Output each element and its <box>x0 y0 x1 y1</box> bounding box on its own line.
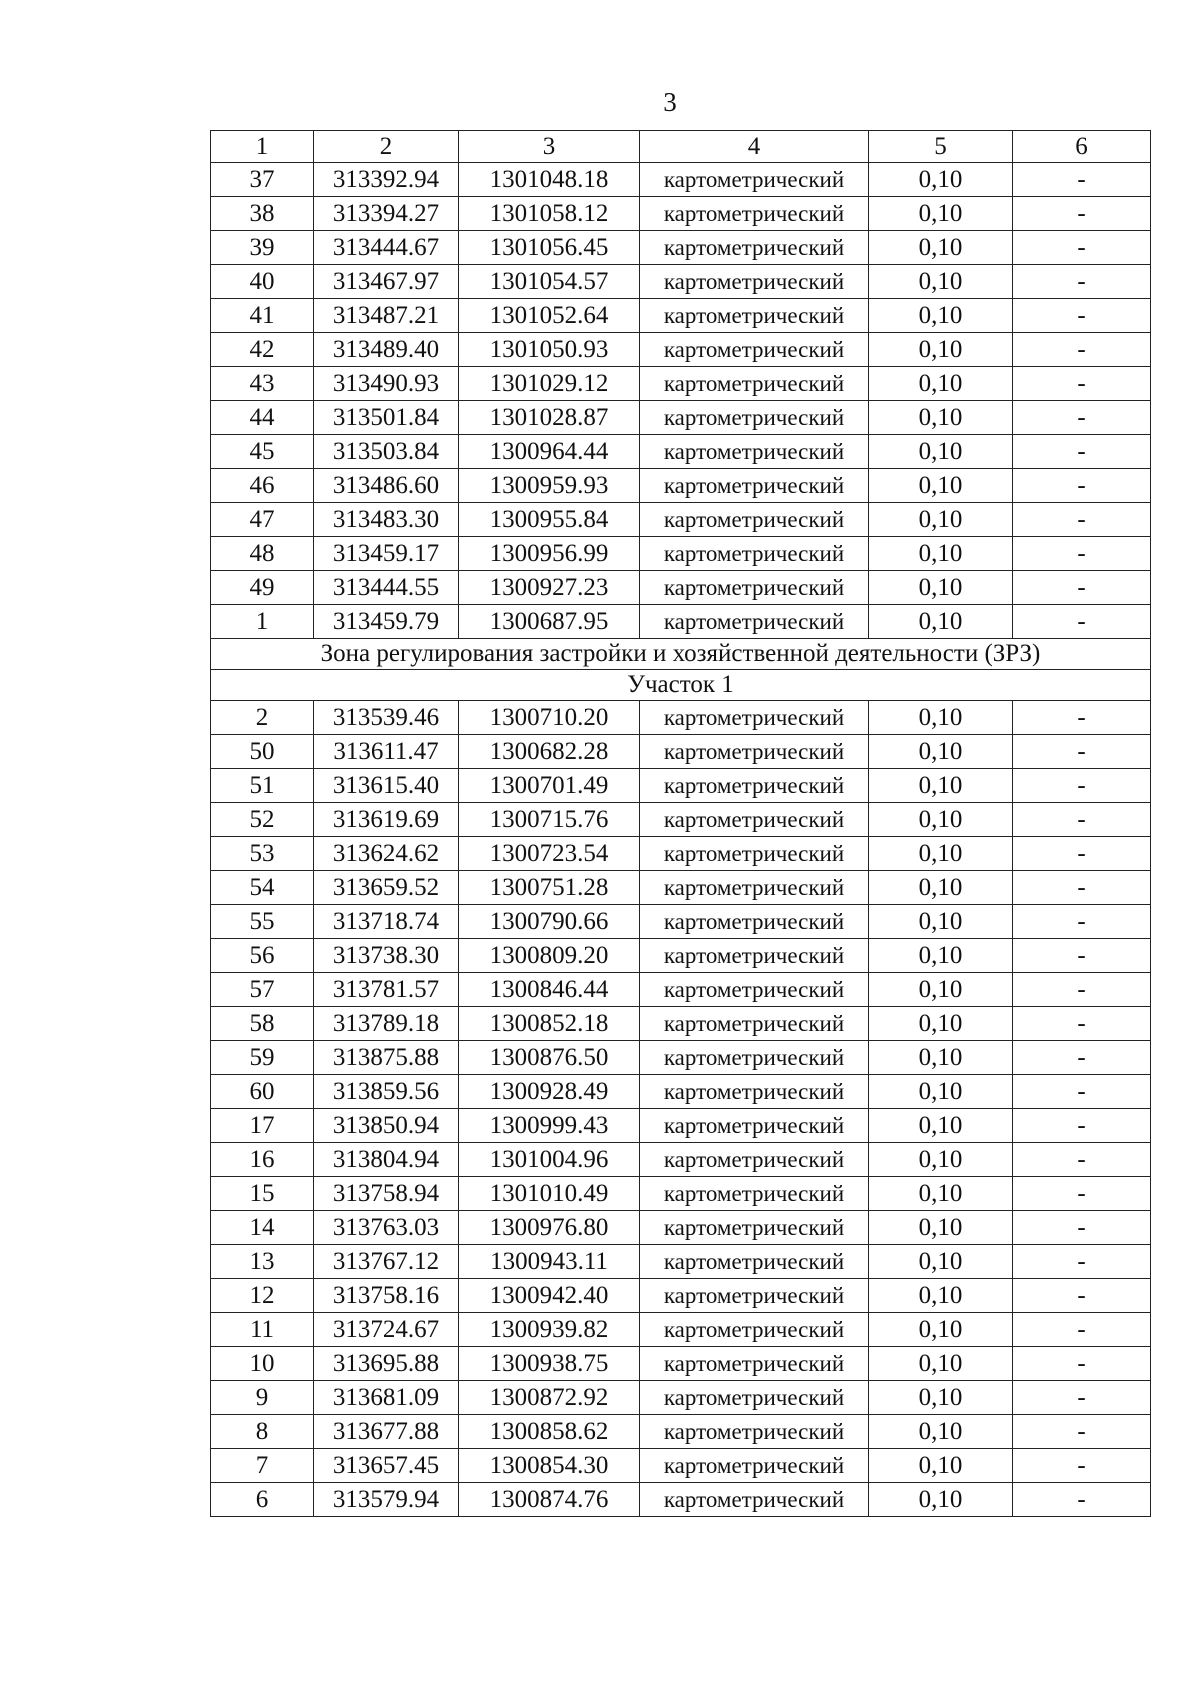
description-cell: - <box>1013 299 1151 333</box>
y-coordinate-cell: 1301050.93 <box>459 333 640 367</box>
description-cell: - <box>1013 469 1151 503</box>
table-row <box>211 1381 1151 1415</box>
x-coordinate-cell: 313781.57 <box>314 973 459 1007</box>
header-cell: 2 <box>314 131 459 163</box>
method-cell: картометрический <box>640 197 869 231</box>
point-number-cell: 15 <box>211 1177 314 1211</box>
accuracy-cell: 0,10 <box>869 1279 1013 1313</box>
x-coordinate-cell: 313459.17 <box>314 537 459 571</box>
table-row <box>211 1177 1151 1211</box>
table-row <box>211 605 1151 639</box>
x-coordinate-cell: 313487.21 <box>314 299 459 333</box>
y-coordinate-cell: 1301029.12 <box>459 367 640 401</box>
y-coordinate-cell: 1301028.87 <box>459 401 640 435</box>
x-coordinate-cell: 313624.62 <box>314 837 459 871</box>
x-coordinate-cell: 313677.88 <box>314 1415 459 1449</box>
y-coordinate-cell: 1300854.30 <box>459 1449 640 1483</box>
point-number-cell: 45 <box>211 435 314 469</box>
description-cell: - <box>1013 701 1151 735</box>
table-row <box>211 1041 1151 1075</box>
description-cell: - <box>1013 871 1151 905</box>
y-coordinate-cell: 1300809.20 <box>459 939 640 973</box>
accuracy-cell: 0,10 <box>869 503 1013 537</box>
point-number-cell: 41 <box>211 299 314 333</box>
y-coordinate-cell: 1300872.92 <box>459 1381 640 1415</box>
method-cell: картометрический <box>640 1415 869 1449</box>
x-coordinate-cell: 313615.40 <box>314 769 459 803</box>
method-cell: картометрический <box>640 503 869 537</box>
description-cell: - <box>1013 435 1151 469</box>
description-cell: - <box>1013 1177 1151 1211</box>
method-cell: картометрический <box>640 1143 869 1177</box>
method-cell: картометрический <box>640 939 869 973</box>
table-row <box>211 1347 1151 1381</box>
point-number-cell: 50 <box>211 735 314 769</box>
accuracy-cell: 0,10 <box>869 973 1013 1007</box>
point-number-cell: 57 <box>211 973 314 1007</box>
x-coordinate-cell: 313738.30 <box>314 939 459 973</box>
accuracy-cell: 0,10 <box>869 1245 1013 1279</box>
method-cell: картометрический <box>640 1313 869 1347</box>
x-coordinate-cell: 313611.47 <box>314 735 459 769</box>
y-coordinate-cell: 1300723.54 <box>459 837 640 871</box>
point-number-cell: 14 <box>211 1211 314 1245</box>
accuracy-cell: 0,10 <box>869 735 1013 769</box>
table-row <box>211 435 1151 469</box>
x-coordinate-cell: 313459.79 <box>314 605 459 639</box>
x-coordinate-cell: 313767.12 <box>314 1245 459 1279</box>
accuracy-cell: 0,10 <box>869 1041 1013 1075</box>
accuracy-cell: 0,10 <box>869 871 1013 905</box>
x-coordinate-cell: 313763.03 <box>314 1211 459 1245</box>
x-coordinate-cell: 313501.84 <box>314 401 459 435</box>
point-number-cell: 42 <box>211 333 314 367</box>
table-row <box>211 973 1151 1007</box>
x-coordinate-cell: 313444.55 <box>314 571 459 605</box>
description-cell: - <box>1013 1347 1151 1381</box>
point-number-cell: 52 <box>211 803 314 837</box>
point-number-cell: 54 <box>211 871 314 905</box>
y-coordinate-cell: 1300876.50 <box>459 1041 640 1075</box>
method-cell: картометрический <box>640 1109 869 1143</box>
point-number-cell: 37 <box>211 163 314 197</box>
y-coordinate-cell: 1300939.82 <box>459 1313 640 1347</box>
table-row <box>211 401 1151 435</box>
y-coordinate-cell: 1300927.23 <box>459 571 640 605</box>
accuracy-cell: 0,10 <box>869 605 1013 639</box>
method-cell: картометрический <box>640 1279 869 1313</box>
table-row <box>211 1279 1151 1313</box>
x-coordinate-cell: 313804.94 <box>314 1143 459 1177</box>
table-row <box>211 939 1151 973</box>
x-coordinate-cell: 313789.18 <box>314 1007 459 1041</box>
description-cell: - <box>1013 1109 1151 1143</box>
method-cell: картометрический <box>640 299 869 333</box>
table-row <box>211 1075 1151 1109</box>
accuracy-cell: 0,10 <box>869 1143 1013 1177</box>
accuracy-cell: 0,10 <box>869 1483 1013 1517</box>
description-cell: - <box>1013 939 1151 973</box>
accuracy-cell: 0,10 <box>869 537 1013 571</box>
x-coordinate-cell: 313875.88 <box>314 1041 459 1075</box>
y-coordinate-cell: 1300852.18 <box>459 1007 640 1041</box>
coordinates-table-body <box>211 131 1151 1517</box>
method-cell: картометрический <box>640 735 869 769</box>
table-row <box>211 1143 1151 1177</box>
method-cell: картометрический <box>640 973 869 1007</box>
method-cell: картометрический <box>640 571 869 605</box>
accuracy-cell: 0,10 <box>869 435 1013 469</box>
point-number-cell: 60 <box>211 1075 314 1109</box>
method-cell: картометрический <box>640 1211 869 1245</box>
accuracy-cell: 0,10 <box>869 299 1013 333</box>
accuracy-cell: 0,10 <box>869 1449 1013 1483</box>
description-cell: - <box>1013 973 1151 1007</box>
x-coordinate-cell: 313724.67 <box>314 1313 459 1347</box>
description-cell: - <box>1013 735 1151 769</box>
point-number-cell: 12 <box>211 1279 314 1313</box>
table-row <box>211 1007 1151 1041</box>
description-cell: - <box>1013 1449 1151 1483</box>
x-coordinate-cell: 313619.69 <box>314 803 459 837</box>
point-number-cell: 9 <box>211 1381 314 1415</box>
table-row <box>211 469 1151 503</box>
plot-title-row <box>211 670 1151 701</box>
method-cell: картометрический <box>640 837 869 871</box>
description-cell: - <box>1013 1041 1151 1075</box>
point-number-cell: 8 <box>211 1415 314 1449</box>
table-row <box>211 367 1151 401</box>
accuracy-cell: 0,10 <box>869 1211 1013 1245</box>
description-cell: - <box>1013 1211 1151 1245</box>
point-number-cell: 10 <box>211 1347 314 1381</box>
table-row <box>211 735 1151 769</box>
point-number-cell: 55 <box>211 905 314 939</box>
method-cell: картометрический <box>640 803 869 837</box>
x-coordinate-cell: 313579.94 <box>314 1483 459 1517</box>
plot-title: Участок 1 <box>211 670 1151 701</box>
method-cell: картометрический <box>640 1177 869 1211</box>
y-coordinate-cell: 1300999.43 <box>459 1109 640 1143</box>
point-number-cell: 11 <box>211 1313 314 1347</box>
x-coordinate-cell: 313467.97 <box>314 265 459 299</box>
method-cell: картометрический <box>640 1041 869 1075</box>
point-number-cell: 13 <box>211 1245 314 1279</box>
description-cell: - <box>1013 1245 1151 1279</box>
point-number-cell: 43 <box>211 367 314 401</box>
y-coordinate-cell: 1301052.64 <box>459 299 640 333</box>
point-number-cell: 51 <box>211 769 314 803</box>
table-row <box>211 537 1151 571</box>
x-coordinate-cell: 313657.45 <box>314 1449 459 1483</box>
point-number-cell: 16 <box>211 1143 314 1177</box>
y-coordinate-cell: 1301004.96 <box>459 1143 640 1177</box>
y-coordinate-cell: 1300942.40 <box>459 1279 640 1313</box>
y-coordinate-cell: 1300687.95 <box>459 605 640 639</box>
table-row <box>211 905 1151 939</box>
accuracy-cell: 0,10 <box>869 939 1013 973</box>
description-cell: - <box>1013 1075 1151 1109</box>
x-coordinate-cell: 313486.60 <box>314 469 459 503</box>
accuracy-cell: 0,10 <box>869 1075 1013 1109</box>
description-cell: - <box>1013 1007 1151 1041</box>
accuracy-cell: 0,10 <box>869 905 1013 939</box>
description-cell: - <box>1013 571 1151 605</box>
table-row <box>211 197 1151 231</box>
accuracy-cell: 0,10 <box>869 401 1013 435</box>
method-cell: картометрический <box>640 537 869 571</box>
description-cell: - <box>1013 1415 1151 1449</box>
point-number-cell: 17 <box>211 1109 314 1143</box>
point-number-cell: 38 <box>211 197 314 231</box>
description-cell: - <box>1013 1143 1151 1177</box>
point-number-cell: 40 <box>211 265 314 299</box>
description-cell: - <box>1013 905 1151 939</box>
table-row <box>211 163 1151 197</box>
coordinates-table <box>210 130 1151 1517</box>
method-cell: картометрический <box>640 905 869 939</box>
x-coordinate-cell: 313659.52 <box>314 871 459 905</box>
x-coordinate-cell: 313503.84 <box>314 435 459 469</box>
point-number-cell: 59 <box>211 1041 314 1075</box>
table-row <box>211 871 1151 905</box>
page-number: 3 <box>663 87 677 117</box>
x-coordinate-cell: 313490.93 <box>314 367 459 401</box>
accuracy-cell: 0,10 <box>869 1347 1013 1381</box>
accuracy-cell: 0,10 <box>869 1313 1013 1347</box>
x-coordinate-cell: 313489.40 <box>314 333 459 367</box>
table-row <box>211 837 1151 871</box>
table-row <box>211 503 1151 537</box>
method-cell: картометрический <box>640 333 869 367</box>
method-cell: картометрический <box>640 265 869 299</box>
y-coordinate-cell: 1300943.11 <box>459 1245 640 1279</box>
description-cell: - <box>1013 265 1151 299</box>
point-number-cell: 53 <box>211 837 314 871</box>
table-row <box>211 265 1151 299</box>
x-coordinate-cell: 313681.09 <box>314 1381 459 1415</box>
accuracy-cell: 0,10 <box>869 837 1013 871</box>
method-cell: картометрический <box>640 1483 869 1517</box>
y-coordinate-cell: 1300710.20 <box>459 701 640 735</box>
header-cell: 6 <box>1013 131 1151 163</box>
method-cell: картометрический <box>640 367 869 401</box>
accuracy-cell: 0,10 <box>869 1109 1013 1143</box>
description-cell: - <box>1013 1279 1151 1313</box>
x-coordinate-cell: 313758.16 <box>314 1279 459 1313</box>
y-coordinate-cell: 1300682.28 <box>459 735 640 769</box>
x-coordinate-cell: 313394.27 <box>314 197 459 231</box>
table-row <box>211 1483 1151 1517</box>
description-cell: - <box>1013 197 1151 231</box>
y-coordinate-cell: 1300928.49 <box>459 1075 640 1109</box>
accuracy-cell: 0,10 <box>869 1381 1013 1415</box>
x-coordinate-cell: 313859.56 <box>314 1075 459 1109</box>
y-coordinate-cell: 1300955.84 <box>459 503 640 537</box>
accuracy-cell: 0,10 <box>869 1177 1013 1211</box>
y-coordinate-cell: 1300959.93 <box>459 469 640 503</box>
y-coordinate-cell: 1300701.49 <box>459 769 640 803</box>
accuracy-cell: 0,10 <box>869 367 1013 401</box>
table-row <box>211 333 1151 367</box>
table-row <box>211 1313 1151 1347</box>
method-cell: картометрический <box>640 1381 869 1415</box>
y-coordinate-cell: 1300846.44 <box>459 973 640 1007</box>
method-cell: картометрический <box>640 1075 869 1109</box>
x-coordinate-cell: 313758.94 <box>314 1177 459 1211</box>
x-coordinate-cell: 313695.88 <box>314 1347 459 1381</box>
header-cell: 1 <box>211 131 314 163</box>
y-coordinate-cell: 1300874.76 <box>459 1483 640 1517</box>
y-coordinate-cell: 1300938.75 <box>459 1347 640 1381</box>
point-number-cell: 48 <box>211 537 314 571</box>
accuracy-cell: 0,10 <box>869 571 1013 605</box>
description-cell: - <box>1013 1483 1151 1517</box>
header-cell: 3 <box>459 131 640 163</box>
method-cell: картометрический <box>640 401 869 435</box>
y-coordinate-cell: 1300858.62 <box>459 1415 640 1449</box>
x-coordinate-cell: 313392.94 <box>314 163 459 197</box>
point-number-cell: 58 <box>211 1007 314 1041</box>
point-number-cell: 56 <box>211 939 314 973</box>
header-cell: 5 <box>869 131 1013 163</box>
method-cell: картометрический <box>640 1449 869 1483</box>
y-coordinate-cell: 1300751.28 <box>459 871 640 905</box>
method-cell: картометрический <box>640 871 869 905</box>
method-cell: картометрический <box>640 435 869 469</box>
accuracy-cell: 0,10 <box>869 701 1013 735</box>
table-row <box>211 1449 1151 1483</box>
y-coordinate-cell: 1301054.57 <box>459 265 640 299</box>
y-coordinate-cell: 1300956.99 <box>459 537 640 571</box>
zone-title-row <box>211 639 1151 670</box>
y-coordinate-cell: 1300964.44 <box>459 435 640 469</box>
y-coordinate-cell: 1301048.18 <box>459 163 640 197</box>
table-row <box>211 299 1151 333</box>
x-coordinate-cell: 313718.74 <box>314 905 459 939</box>
method-cell: картометрический <box>640 1007 869 1041</box>
table-row <box>211 1415 1151 1449</box>
method-cell: картометрический <box>640 1245 869 1279</box>
point-number-cell: 49 <box>211 571 314 605</box>
table-header-row <box>211 131 1151 163</box>
accuracy-cell: 0,10 <box>869 197 1013 231</box>
description-cell: - <box>1013 367 1151 401</box>
table-row <box>211 701 1151 735</box>
description-cell: - <box>1013 803 1151 837</box>
y-coordinate-cell: 1301058.12 <box>459 197 640 231</box>
table-row <box>211 1109 1151 1143</box>
point-number-cell: 7 <box>211 1449 314 1483</box>
accuracy-cell: 0,10 <box>869 333 1013 367</box>
method-cell: картометрический <box>640 769 869 803</box>
description-cell: - <box>1013 537 1151 571</box>
description-cell: - <box>1013 503 1151 537</box>
description-cell: - <box>1013 605 1151 639</box>
description-cell: - <box>1013 1313 1151 1347</box>
point-number-cell: 46 <box>211 469 314 503</box>
description-cell: - <box>1013 837 1151 871</box>
table-row <box>211 571 1151 605</box>
accuracy-cell: 0,10 <box>869 1007 1013 1041</box>
y-coordinate-cell: 1300976.80 <box>459 1211 640 1245</box>
accuracy-cell: 0,10 <box>869 265 1013 299</box>
point-number-cell: 2 <box>211 701 314 735</box>
header-cell: 4 <box>640 131 869 163</box>
description-cell: - <box>1013 1381 1151 1415</box>
x-coordinate-cell: 313483.30 <box>314 503 459 537</box>
accuracy-cell: 0,10 <box>869 769 1013 803</box>
accuracy-cell: 0,10 <box>869 803 1013 837</box>
x-coordinate-cell: 313850.94 <box>314 1109 459 1143</box>
method-cell: картометрический <box>640 231 869 265</box>
point-number-cell: 1 <box>211 605 314 639</box>
point-number-cell: 6 <box>211 1483 314 1517</box>
accuracy-cell: 0,10 <box>869 1415 1013 1449</box>
y-coordinate-cell: 1300790.66 <box>459 905 640 939</box>
description-cell: - <box>1013 231 1151 265</box>
description-cell: - <box>1013 333 1151 367</box>
table-row <box>211 1245 1151 1279</box>
zone-title: Зона регулирования застройки и хозяйственной деятельности (ЗРЗ) <box>211 639 1151 670</box>
x-coordinate-cell: 313539.46 <box>314 701 459 735</box>
point-number-cell: 47 <box>211 503 314 537</box>
table-row <box>211 769 1151 803</box>
table-row <box>211 1211 1151 1245</box>
accuracy-cell: 0,10 <box>869 163 1013 197</box>
point-number-cell: 44 <box>211 401 314 435</box>
accuracy-cell: 0,10 <box>869 469 1013 503</box>
method-cell: картометрический <box>640 469 869 503</box>
description-cell: - <box>1013 769 1151 803</box>
method-cell: картометрический <box>640 701 869 735</box>
table-row <box>211 231 1151 265</box>
y-coordinate-cell: 1301056.45 <box>459 231 640 265</box>
method-cell: картометрический <box>640 605 869 639</box>
x-coordinate-cell: 313444.67 <box>314 231 459 265</box>
description-cell: - <box>1013 401 1151 435</box>
method-cell: картометрический <box>640 163 869 197</box>
y-coordinate-cell: 1301010.49 <box>459 1177 640 1211</box>
description-cell: - <box>1013 163 1151 197</box>
y-coordinate-cell: 1300715.76 <box>459 803 640 837</box>
method-cell: картометрический <box>640 1347 869 1381</box>
point-number-cell: 39 <box>211 231 314 265</box>
accuracy-cell: 0,10 <box>869 231 1013 265</box>
table-row <box>211 803 1151 837</box>
